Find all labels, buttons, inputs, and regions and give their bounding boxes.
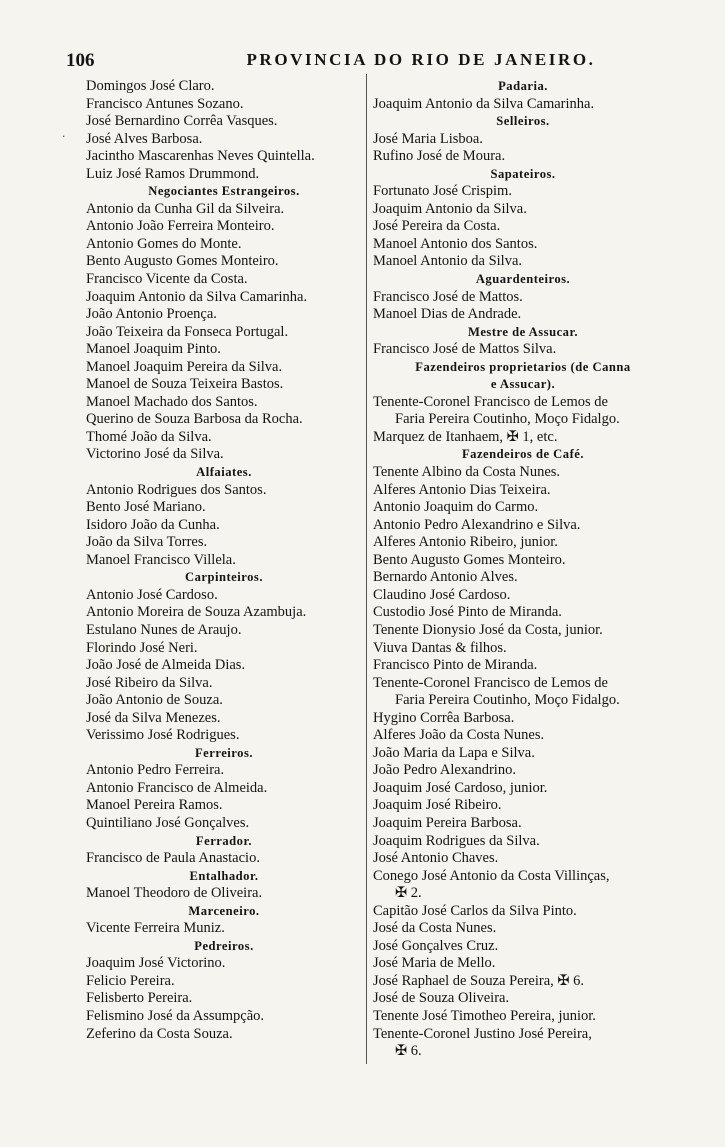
directory-entry: Bento José Mariano. [86,499,206,516]
directory-entry: José Maria de Mello. [373,955,496,972]
directory-entry: Antonio Joaquim do Carmo. [373,499,539,516]
directory-entry: Felisberto Pereira. [86,990,193,1007]
directory-entry: Joaquim Rodrigues da Silva. [373,832,540,849]
section-heading: Sapateiros. [490,166,556,181]
directory-entry: Antonio Pedro Ferreira. [86,762,225,779]
directory-entry: João Teixeira da Fonseca Portugal. [86,323,289,340]
directory-entry: Manoel Dias de Andrade. [373,306,522,323]
directory-entry: Francisco José de Mattos Silva. [373,341,557,358]
directory-entry: João José de Almeida Dias. [86,657,246,674]
directory-entry: Querino de Souza Barbosa da Rocha. [86,411,303,428]
directory-entry: Joaquim José Ribeiro. [373,797,502,814]
directory-entry: José Maria Lisboa. [373,130,483,147]
running-title: PROVINCIA DO RIO DE JANEIRO. [246,50,596,69]
directory-entry: Isidoro João da Cunha. [86,516,220,533]
directory-entry: Alferes Antonio Ribeiro, junior. [373,534,558,551]
section-heading: Fazendeiros de Café. [461,447,585,462]
directory-entry: Joaquim Pereira Barbosa. [373,814,522,831]
directory-entry: Felicio Pereira. [86,972,175,989]
section-heading: Mestre de Assucar. [467,324,579,339]
directory-entry: Luiz José Ramos Drummond. [86,165,260,182]
right-column [373,78,673,1061]
directory-entry: João Pedro Alexandrino. [373,762,516,779]
directory-entry: João Antonio Proença. [86,306,217,323]
directory-entry: Joaquim Antonio da Silva Camarinha. [86,288,308,305]
directory-entry: Manoel Pereira Ramos. [86,797,223,814]
section-heading: Fazendeiros proprietarios (de Canna [415,359,631,374]
directory-entry: Antonio João Ferreira Monteiro. [86,218,275,235]
directory-entry: José Alves Barbosa. [86,130,203,147]
directory-entry: Capitão José Carlos da Silva Pinto. [373,902,577,919]
section-heading: Negociantes Estrangeiros. [148,184,300,199]
directory-entry: Zeferino da Costa Souza. [86,1025,233,1042]
directory-entry: Bento Augusto Gomes Monteiro. [86,253,279,270]
directory-entry: Antonio Francisco de Almeida. [86,779,268,796]
directory-entry: Francisco Vicente da Costa. [86,271,248,288]
section-heading: Ferrador. [195,833,253,848]
section-heading: Padaria. [498,79,548,93]
directory-entry: Alferes João da Costa Nunes. [373,727,545,744]
directory-entry: Francisco Pinto de Miranda. [373,657,538,674]
directory-entry: Manoel Joaquim Pinto. [86,341,221,358]
section-heading: Carpinteiros. [185,570,263,585]
directory-entry: Claudino José Cardoso. [373,586,511,603]
directory-entry: Bento Augusto Gomes Monteiro. [373,551,566,568]
directory-entry: Hygino Corrêa Barbosa. [373,709,515,726]
directory-entry: Antonio da Cunha Gil da Silveira. [86,200,285,217]
directory-entry: José Gonçalves Cruz. [373,937,499,954]
directory-entry: José da Costa Nunes. [373,920,497,937]
directory-entry: Verissimo José Rodrigues. [86,727,240,744]
directory-entry: Antonio Moreira de Souza Azambuja. [86,604,307,621]
directory-entry: Tenente Albino da Costa Nunes. [373,464,561,481]
directory-entry: José de Souza Oliveira. [373,990,510,1007]
directory-entry: Tenente-Coronel Francisco de Lemos de [373,393,608,410]
directory-entry: João Maria da Lapa e Silva. [373,744,535,761]
entry-continuation: Faria Pereira Coutinho, Moço Fidalgo. [395,411,620,428]
directory-entry: José Raphael de Souza Pereira, ✠ 6. [373,972,585,989]
directory-entry: Francisco José de Mattos. [373,288,523,305]
directory-entry: Antonio José Cardoso. [86,586,218,603]
directory-entry: Manoel Francisco Villela. [86,551,236,568]
directory-entry: Marquez de Itanhaem, ✠ 1, etc. [373,428,558,445]
section-heading: Selleiros. [496,114,550,129]
section-heading: e Assucar). [490,377,556,392]
directory-entry: Antonio Pedro Alexandrino e Silva. [373,516,581,533]
left-column [78,78,370,1043]
directory-entry: Joaquim José Victorino. [86,955,226,972]
directory-entry: José Bernardino Corrêa Vasques. [86,113,278,130]
directory-entry: Victorino José da Silva. [86,446,224,463]
directory-entry: Antonio Rodrigues dos Santos. [86,481,267,498]
directory-entry: Joaquim Antonio da Silva Camarinha. [373,95,595,112]
directory-entry: Custodio José Pinto de Miranda. [373,604,562,621]
page-header [66,50,666,76]
directory-entry: Viuva Dantas & filhos. [373,639,507,656]
directory-entry: Tenente Dionysio José da Costa, junior. [373,621,603,638]
section-heading: Aguardenteiros. [475,272,571,287]
directory-entry: Manoel de Souza Teixeira Bastos. [86,376,284,393]
directory-entry: Tenente-Coronel Francisco de Lemos de [373,674,608,691]
directory-entry: Manoel Antonio dos Santos. [373,235,538,252]
directory-entry: Francisco Antunes Sozano. [86,95,244,112]
directory-entry: José Ribeiro da Silva. [86,674,213,691]
directory-entry: Manoel Antonio da Silva. [373,253,523,270]
directory-entry: Joaquim Antonio da Silva. [373,200,527,217]
directory-entry: Florindo José Neri. [86,639,198,656]
directory-entry: Quintiliano José Gonçalves. [86,814,250,831]
directory-entry: Jacintho Mascarenhas Neves Quintella. [86,148,315,165]
directory-entry: Francisco de Paula Anastacio. [86,850,260,867]
directory-entry: Thomé João da Silva. [86,428,212,445]
directory-entry: Estulano Nunes de Araujo. [86,621,242,638]
section-heading: Alfaiates. [196,465,252,480]
directory-entry: Alferes Antonio Dias Teixeira. [373,481,551,498]
directory-entry: Antonio Gomes do Monte. [86,235,242,252]
entry-continuation: ✠ 6. [395,1043,422,1060]
directory-entry: Tenente José Timotheo Pereira, junior. [373,1007,596,1024]
directory-entry: Conego José Antonio da Costa Villinças, [373,867,610,884]
directory-entry: Manoel Theodoro de Oliveira. [86,885,263,902]
directory-entry: Fortunato José Crispim. [373,183,512,200]
directory-entry: Vicente Ferreira Muniz. [86,920,225,937]
directory-entry: Felismino José da Assumpção. [86,1007,265,1024]
directory-entry: Joaquim José Cardoso, junior. [373,779,548,796]
directory-entry: Domingos José Claro. [86,78,215,94]
print-speck: · [62,130,66,143]
directory-entry: Rufino José de Moura. [373,148,506,165]
section-heading: Marceneiro. [188,903,260,918]
entry-continuation: Faria Pereira Coutinho, Moço Fidalgo. [395,692,620,709]
directory-entry: Manoel Machado dos Santos. [86,393,258,410]
section-heading: Ferreiros. [194,745,254,760]
directory-entry: João da Silva Torres. [86,534,208,551]
directory-entry: José Pereira da Costa. [373,218,501,235]
directory-entry: José da Silva Menezes. [86,709,221,726]
directory-entry: Bernardo Antonio Alves. [373,569,518,586]
section-heading: Pedreiros. [194,938,254,953]
entry-continuation: ✠ 2. [395,885,422,902]
directory-entry: João Antonio de Souza. [86,692,223,709]
directory-entry: Manoel Joaquim Pereira da Silva. [86,358,283,375]
directory-entry: José Antonio Chaves. [373,850,499,867]
page-number: 106 [66,50,95,71]
directory-entry: Tenente-Coronel Justino José Pereira, [373,1025,592,1042]
section-heading: Entalhador. [189,868,259,883]
